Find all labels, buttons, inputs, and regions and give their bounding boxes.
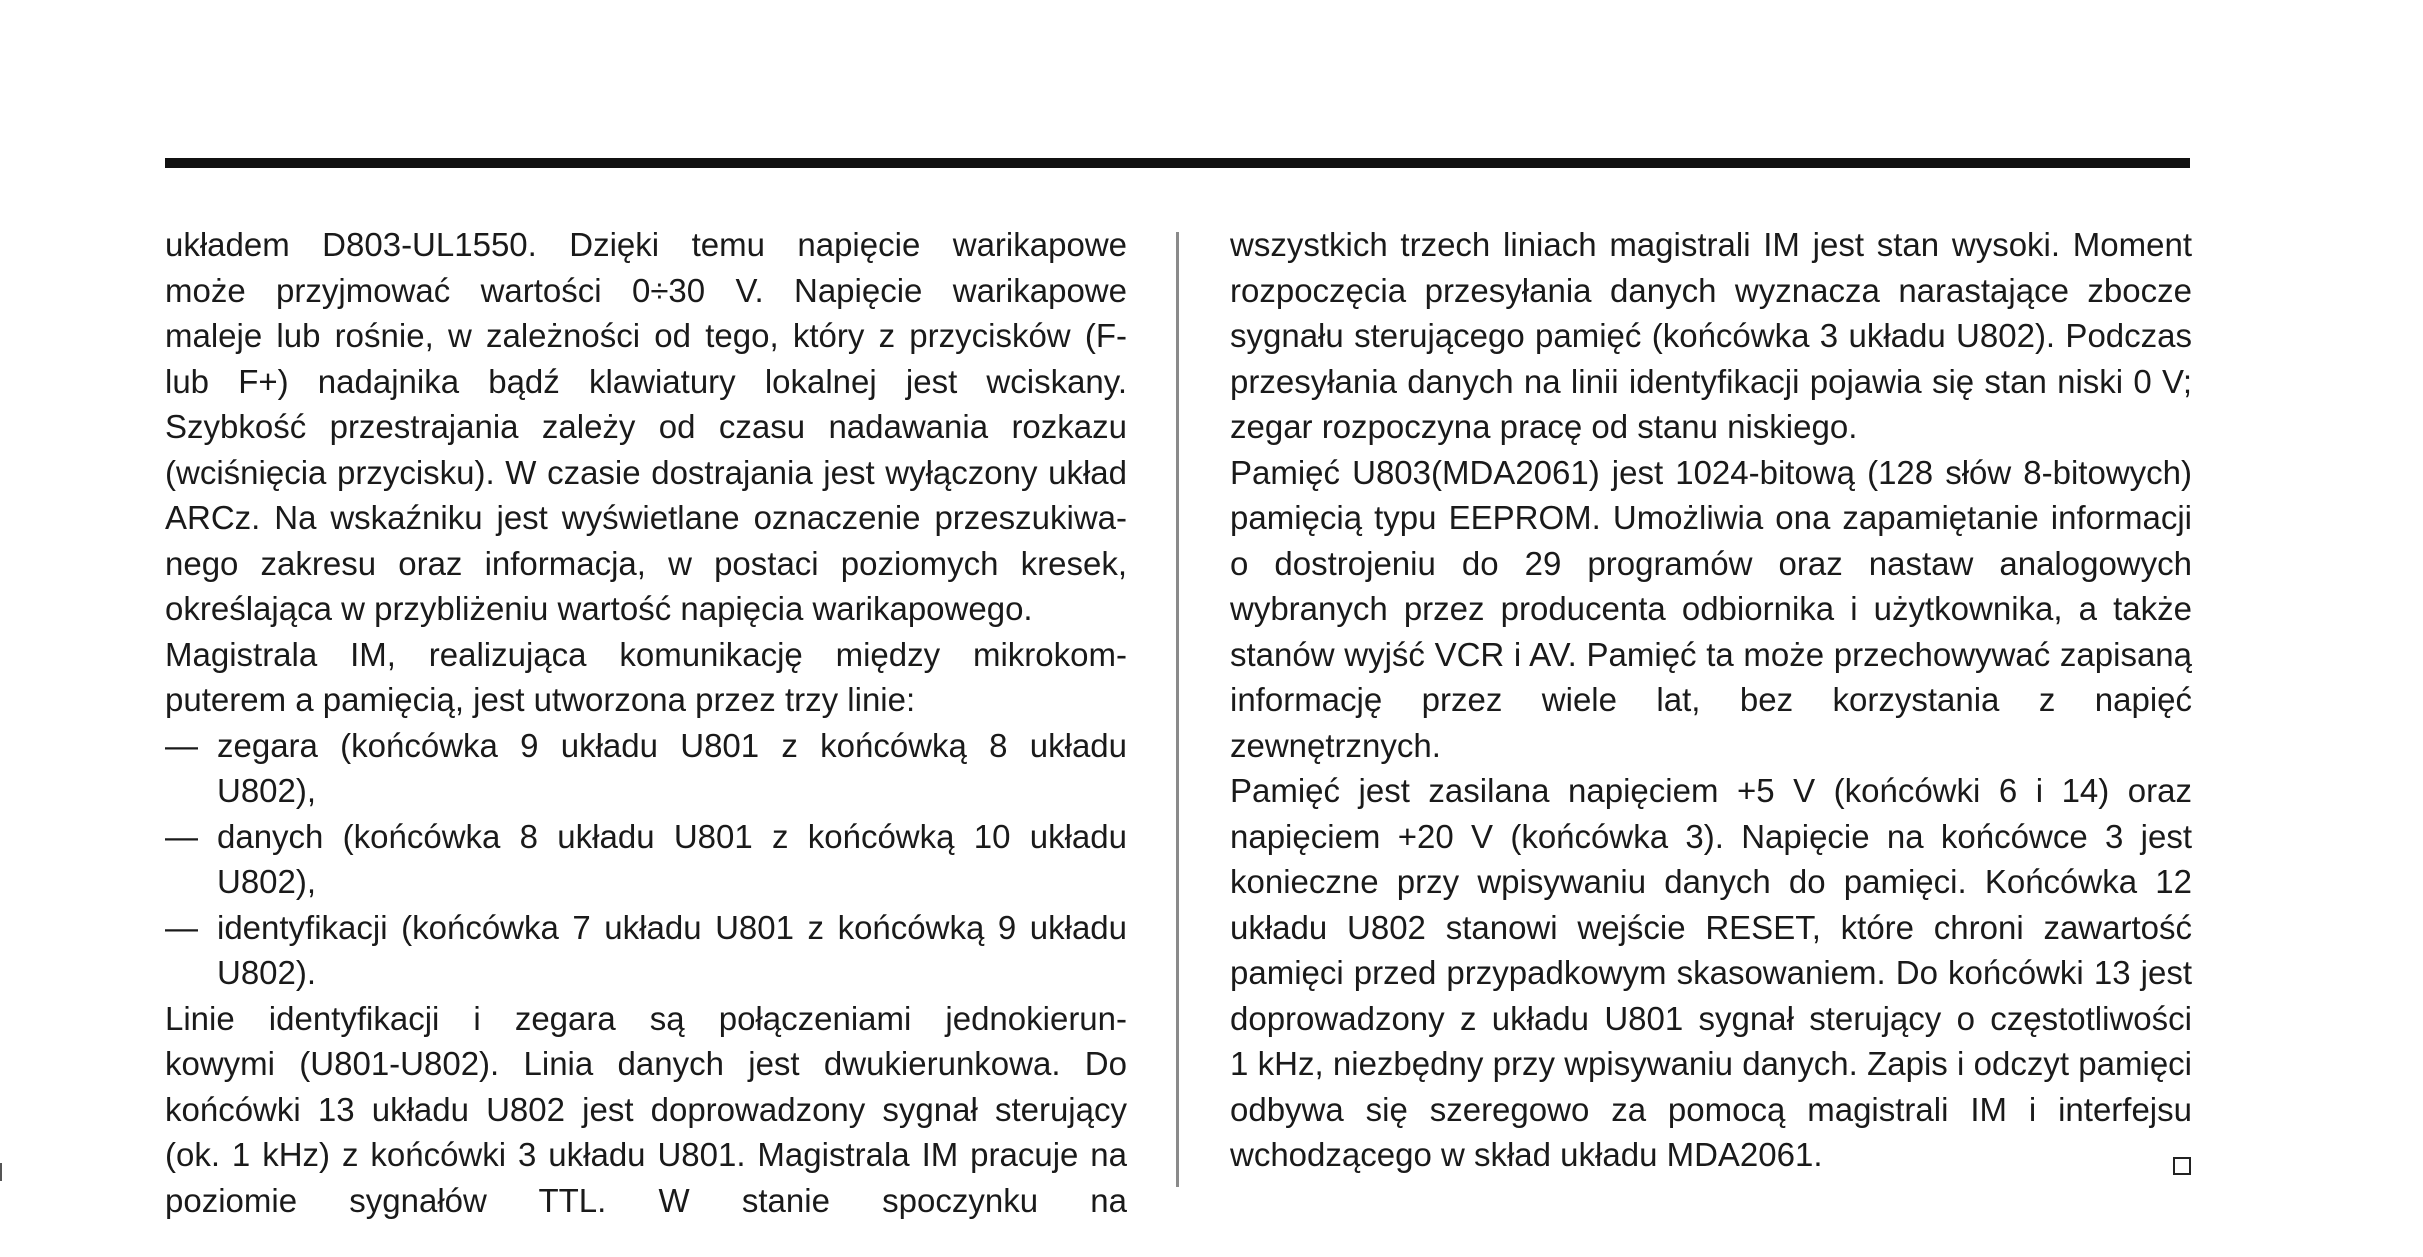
text-line: pamięci przed przypadkowym skasowaniem. Do końcówki 13 jest xyxy=(1230,954,2192,991)
text-line: maleje lub rośnie, w zależności od tego, który z przycisków (F- xyxy=(165,317,1127,354)
text-line: o dostrojeniu do 29 programów oraz nastaw analogowych xyxy=(1230,544,2192,582)
text-line: puterem a pamięcią, jest utworzona przez trzy linie: xyxy=(165,681,916,718)
left-column xyxy=(165,222,1127,1223)
text-line: odbywa się szeregowo za pomocą magistrali IM i interfejsu xyxy=(1230,1090,2192,1128)
text-line: wybranych przez producenta odbiornika i użytkownika, a także xyxy=(1230,590,2192,627)
list-item xyxy=(165,905,1127,996)
text-line: poziomie sygnałów TTL. W stanie spoczynku na xyxy=(165,1181,1127,1219)
text-line: pamięcią typu EEPROM. Umożliwia ona zapamiętanie informacji xyxy=(1230,499,2192,536)
text-line: Pamięć U803(MDA2061) jest 1024-bitową (128 słów 8-bitowych) xyxy=(1230,453,2192,491)
text-line: może przyjmować wartości 0÷30 V. Napięcie warikapowe xyxy=(165,271,1127,309)
text-line: Magistrala IM, realizująca komunikację między mikrokom- xyxy=(165,635,1127,673)
text-line: (ok. 1 kHz) z końcówki 3 układu U801. Magistrala IM pracuje na xyxy=(165,1136,1127,1173)
list-dash: — xyxy=(165,726,198,764)
right-column xyxy=(1230,222,2192,1178)
list-item-line: U802), xyxy=(217,772,317,809)
list-dash: — xyxy=(165,817,198,855)
text-line: rozpoczęcia przesyłania danych wyznacza narastające zbocze xyxy=(1230,271,2192,309)
text-line: lub F+) nadajnika bądź klawiatury lokalnej jest wciskany. xyxy=(165,362,1127,400)
text-line: określająca w przybliżeniu wartość napięcia warikapowego. xyxy=(165,590,1033,627)
list-item xyxy=(165,723,1127,814)
list-item-line: zegara (końcówka 9 układu U801 z końcówką 8 układu xyxy=(217,726,1127,764)
text-line: doprowadzony z układu U801 sygnał sterujący o częstotliwości xyxy=(1230,999,2192,1037)
text-line: sygnału sterującego pamięć (końcówka 3 układu U802). Podczas xyxy=(1230,317,2192,354)
text-line: nego zakresu oraz informacja, w postaci poziomych kresek, xyxy=(165,544,1127,582)
list-item-line: U802). xyxy=(217,954,317,991)
text-line: napięciem +20 V (końcówka 3). Napięcie na końcówce 3 jest xyxy=(1230,817,2192,855)
text-line: Pamięć jest zasilana napięciem +5 V (końcówki 6 i 14) oraz xyxy=(1230,772,2192,809)
text-line: zewnętrznych. xyxy=(1230,726,1441,764)
list-dash: — xyxy=(165,908,198,946)
text-line: ARCz. Na wskaźniku jest wyświetlane oznaczenie przeszukiwa- xyxy=(165,499,1127,536)
text-line: kowymi (U801-U802). Linia danych jest dwukierunkowa. Do xyxy=(165,1045,1127,1082)
edge-mark xyxy=(0,1163,2,1181)
text-line: zegar rozpoczyna pracę od stanu niskiego. xyxy=(1230,408,1858,445)
text-line: końcówki 13 układu U802 jest doprowadzony sygnał sterujący xyxy=(165,1090,1127,1128)
text-line: wchodzącego w skład układu MDA2061. xyxy=(1230,1136,1823,1173)
column-divider xyxy=(1176,232,1179,1187)
text-line: 1 kHz, niezbędny przy wpisywaniu danych. Zapis i odczyt pamięci xyxy=(1230,1045,2192,1082)
text-line: układem D803-UL1550. Dzięki temu napięcie warikapowe xyxy=(165,226,1127,263)
text-line: przesyłania danych na linii identyfikacji pojawia się stan niski 0 V; xyxy=(1230,362,2192,400)
text-line: układu U802 stanowi wejście RESET, które chroni zawartość xyxy=(1230,908,2192,946)
text-line: (wciśnięcia przycisku). W czasie dostrajania jest wyłączony układ xyxy=(165,453,1127,491)
text-line: Linie identyfikacji i zegara są połączeniami jednokierun- xyxy=(165,999,1127,1037)
list-item-line: danych (końcówka 8 układu U801 z końcówką 10 układu xyxy=(217,817,1127,855)
text-line: Szybkość przestrajania zależy od czasu nadawania rozkazu xyxy=(165,408,1127,445)
list-item-line: U802), xyxy=(217,863,317,900)
list-item-line: identyfikacji (końcówka 7 układu U801 z końcówką 9 układu xyxy=(217,908,1127,946)
text-line: wszystkich trzech liniach magistrali IM jest stan wysoki. Moment xyxy=(1230,226,2192,263)
top-rule xyxy=(165,158,2190,168)
text-line: informację przez wiele lat, bez korzystania z napięć xyxy=(1230,681,2192,718)
text-line: stanów wyjść VCR i AV. Pamięć ta może przechowywać zapisaną xyxy=(1230,635,2192,673)
list-item xyxy=(165,814,1127,905)
end-of-article-square-icon xyxy=(2173,1157,2191,1175)
text-line: konieczne przy wpisywaniu danych do pamięci. Końcówka 12 xyxy=(1230,863,2192,900)
